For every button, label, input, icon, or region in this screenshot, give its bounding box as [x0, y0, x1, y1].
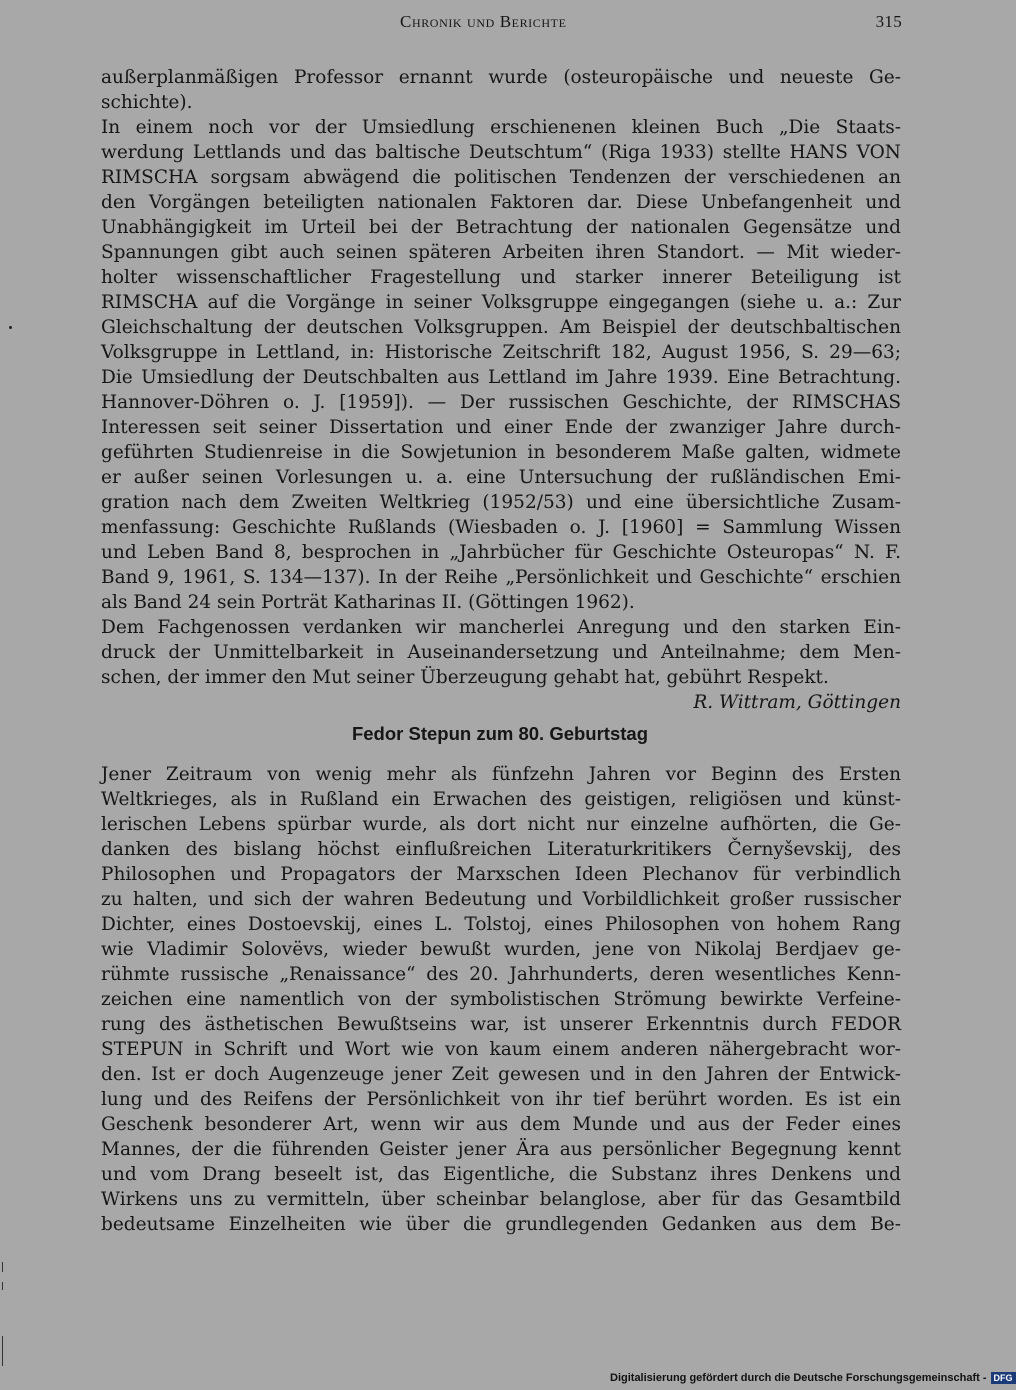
text-line: menfassung: Geschichte Rußlands (Wiesbaden o. J. [1960] = Sammlung Wissen	[101, 517, 901, 538]
author-signature: R. Wittram, Göttingen	[693, 692, 901, 713]
text-line: Jener Zeitraum von wenig mehr als fünfzehn Jahren vor Beginn des Ersten	[101, 764, 901, 785]
text-line: den. Ist er doch Augenzeuge jener Zeit gewesen und in den Jahren der Entwick-	[101, 1064, 901, 1085]
dfg-logo: DFG	[991, 1372, 1016, 1384]
text-line: Wirkens uns zu vermitteln, über scheinbar belanglose, aber für das Gesamtbild	[101, 1189, 901, 1210]
text-line: wie Vladimir Solovëvs, wieder bewußt wurden, jene von Nikolaj Berdjaev ge-	[101, 939, 901, 960]
text-line: RIMSCHA sorgsam abwägend die politischen Tendenzen der verschiedenen an	[101, 167, 901, 188]
running-title: Chronik und Berichte	[400, 12, 567, 31]
text-line: Mannes, der die führenden Geister jener Ära aus persönlicher Begegnung kennt	[101, 1139, 901, 1160]
text-block-stepun	[101, 762, 901, 1237]
text-line: werdung Lettlands und das baltische Deutschtum“ (Riga 1933) stellte HANS VON	[101, 142, 901, 163]
section-heading: Fedor Stepun zum 80. Geburtstag	[351, 723, 649, 744]
text-line: Geschenk besonderer Art, wenn wir aus dem Munde und aus der Feder eines	[101, 1114, 901, 1135]
text-line: den Vorgängen beteiligten nationalen Faktoren dar. Diese Unbefangenheit und	[101, 192, 901, 213]
text-line: Philosophen und Propagators der Marxschen Ideen Plechanov für verbindlich	[101, 864, 901, 885]
text-line: und Leben Band 8, besprochen in „Jahrbücher für Geschichte Osteuropas“ N. F.	[101, 542, 901, 563]
text-line: Spannungen gibt auch seinen späteren Arbeiten ihren Standort. — Mit wieder-	[101, 242, 901, 263]
text-line: holter wissenschaftlicher Fragestellung und starker innerer Beteiligung ist	[101, 267, 901, 288]
text-line: bedeutsame Einzelheiten wie über die grundlegenden Gedanken aus dem Be-	[101, 1214, 901, 1235]
text-line: und vom Drang beseelt ist, das Eigentliche, die Substanz ihres Denkens und	[101, 1164, 901, 1185]
text-line: zeichen eine namentlich von der symbolistischen Strömung bewirkte Verfeine-	[101, 989, 901, 1010]
scan-speck	[9, 326, 12, 329]
text-line: danken des bislang höchst einflußreichen Literaturkritikers Černyševskij, des	[101, 839, 901, 860]
text-line: RIMSCHA auf die Vorgänge in seiner Volksgruppe eingegangen (siehe u. a.: Zur	[101, 292, 901, 313]
text-line: geführten Studienreise in die Sowjetunion in besonderem Maße galten, widmete	[101, 442, 901, 463]
text-line: lung und des Reifens der Persönlichkeit von ihr tief berührt worden. Es ist ein	[101, 1089, 901, 1110]
text-line: schichte).	[101, 92, 193, 113]
text-line: Hannover-Döhren o. J. [1959]). — Der russischen Geschichte, der RIMSCHAS	[101, 392, 901, 413]
text-line: gration nach dem Zweiten Weltkrieg (1952/53) und eine übersichtliche Zusam-	[101, 492, 901, 513]
running-header	[100, 12, 902, 38]
text-line: Gleichschaltung der deutschen Volksgruppen. Am Beispiel der deutschbaltischen	[101, 317, 901, 338]
scan-edge-mark	[2, 1282, 3, 1290]
page-number: 315	[875, 12, 902, 31]
text-line: außerplanmäßigen Professor ernannt wurde (osteuropäische und neueste Ge-	[101, 67, 901, 88]
text-line: druck der Unmittelbarkeit in Auseinandersetzung und Anteilnahme; dem Men-	[101, 642, 901, 663]
text-line: Band 9, 1961, S. 134—137). In der Reihe „Persönlichkeit und Geschichte“ erschien	[101, 567, 901, 588]
text-block-rimscha	[101, 65, 901, 715]
text-line: Dem Fachgenossen verdanken wir mancherlei Anregung und den starken Ein-	[101, 617, 901, 638]
text-line: Interessen seit seiner Dissertation und einer Ende der zwanziger Jahre durch-	[101, 417, 901, 438]
text-line: zu halten, und sich der wahren Bedeutung und Vorbildlichkeit großer russischer	[101, 889, 901, 910]
text-line: als Band 24 sein Porträt Katharinas II. (Göttingen 1962).	[101, 592, 635, 613]
text-line: In einem noch vor der Umsiedlung erschienenen kleinen Buch „Die Staats-	[101, 117, 901, 138]
text-line: er außer seinen Vorlesungen u. a. eine Untersuchung der rußländischen Emi-	[101, 467, 901, 488]
scan-edge-mark	[2, 1262, 3, 1272]
text-line: rung des ästhetischen Bewußtseins war, ist unserer Erkenntnis durch FEDOR	[101, 1014, 901, 1035]
text-line: Weltkrieges, als in Rußland ein Erwachen des geistigen, religiösen und künst-	[101, 789, 901, 810]
text-line: Dichter, eines Dostoevskij, eines L. Tolstoj, eines Philosophen von hohem Rang	[101, 914, 901, 935]
text-line: lerischen Lebens spürbar wurde, als dort nicht nur einzelne aufhörten, die Ge-	[101, 814, 901, 835]
text-line: Volksgruppe in Lettland, in: Historische Zeitschrift 182, August 1956, S. 29—63;	[101, 342, 901, 363]
scan-edge-mark	[2, 1336, 3, 1366]
footer-text: Digitalisierung gefördert durch die Deutsche Forschungsgemeinschaft -	[610, 1372, 987, 1384]
text-line: schen, der immer den Mut seiner Überzeugung gehabt hat, gebührt Respekt.	[101, 667, 829, 688]
text-line: Unabhängigkeit im Urteil bei der Betrachtung der nationalen Gegensätze und	[101, 217, 901, 238]
text-line: Die Umsiedlung der Deutschbalten aus Lettland im Jahre 1939. Eine Betrachtung.	[101, 367, 901, 388]
text-line: rühmte russische „Renaissance“ des 20. Jahrhunderts, deren wesentliches Kenn-	[101, 964, 901, 985]
digitization-footer	[610, 1371, 1016, 1385]
text-line: STEPUN in Schrift und Wort wie von kaum einem anderen nähergebracht wor-	[101, 1039, 901, 1060]
